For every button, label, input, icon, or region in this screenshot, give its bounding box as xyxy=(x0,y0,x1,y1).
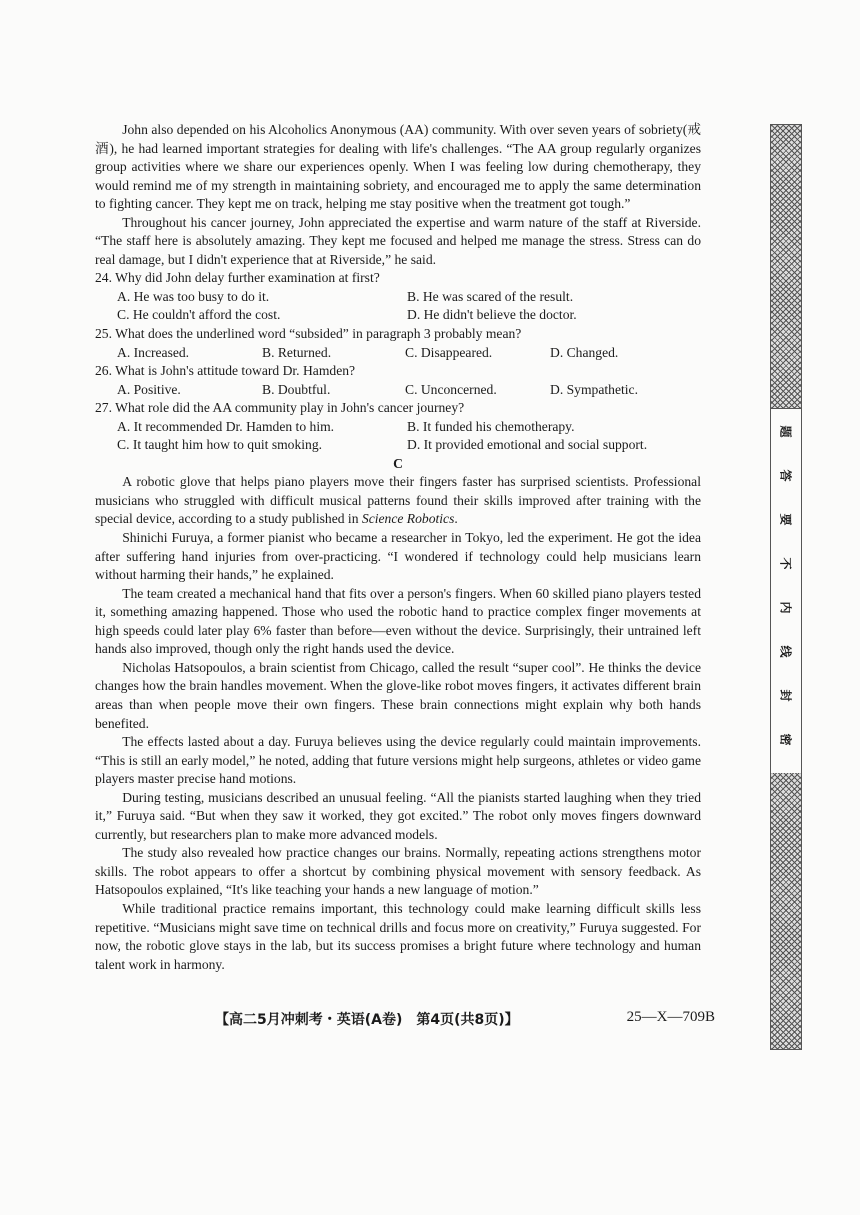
options-row xyxy=(95,306,701,325)
decorative-pattern xyxy=(771,773,801,1049)
seal-char: 线 xyxy=(778,645,793,658)
option: D. Changed. xyxy=(550,344,619,360)
seal-char: 不 xyxy=(778,557,793,570)
seal-line xyxy=(771,408,801,775)
footer-title: 【高二5月冲刺考・英语(A卷) 第4页(共8页)】 xyxy=(215,1012,519,1028)
option: C. It taught him how to quit smoking. xyxy=(117,437,323,453)
paragraph: Shinichi Furuya, a former pianist who became a researcher in Tokyo, led the experiment. He got the idea after suffering hand injuries from over-practicing. “I wondered if technology could help musicians learn without harming their hands,” he explained. xyxy=(95,530,701,583)
option: D. Sympathetic. xyxy=(550,381,638,397)
question-25 xyxy=(95,325,701,362)
option: B. Doubtful. xyxy=(262,381,331,397)
paragraph-text: A robotic glove that helps piano players move their fingers faster has surprised scientists. Professional musicians who struggled with difficult musical patterns found their skills improved after training with the special device, according to a study published in xyxy=(95,474,701,527)
option: D. It provided emotional and social support. xyxy=(407,437,648,453)
seal-char: 封 xyxy=(778,689,793,702)
option: D. He didn't believe the doctor. xyxy=(407,307,577,323)
seal-char: 要 xyxy=(778,513,793,526)
paragraph: The effects lasted about a day. Furuya believes using the device regularly could maintain improvements. “This is still an early model,” he noted, adding that future versions might help surgeons, athletes or video game players master precise hand motions. xyxy=(95,734,701,787)
paragraph: While traditional practice remains important, this technology could make learning difficult skills less repetitive. “Musicians might save time on technical drills and focus more on creativity,” Furuya suggested. For now, the robotic glove stays in the lab, but its success promises a bright future where technology and human talent work in harmony. xyxy=(95,900,701,972)
decorative-pattern xyxy=(771,125,801,408)
options-row xyxy=(95,288,701,307)
options-row xyxy=(95,381,701,400)
paragraph-text: . xyxy=(454,511,458,527)
option: A. He was too busy to do it. xyxy=(117,288,270,304)
option: C. He couldn't afford the cost. xyxy=(117,307,281,323)
seal-char: 答 xyxy=(778,469,793,482)
paragraph: During testing, musicians described an unusual feeling. “All the pianists started laughing when they tried it,” Furuya said. “But when they saw it worked, they got excited.” The robot only moves fingers downward currently, but researchers plan to make more advanced models. xyxy=(95,789,701,842)
seal-char: 内 xyxy=(778,601,793,614)
journal-name: Science Robotics xyxy=(361,511,455,527)
paragraph: John also depended on his Alcoholics Anonymous (AA) community. With over seven years of sobriety(戒酒), he had learned important strategies for dealing with life's challenges. “The AA group regularly organizes group activities where we share our experiences openly. When I was feeling low during chemotherapy, they would remind me of my strength in maintaining sobriety, and encouraged me to apply the same determination to fighting cancer. They kept me on track, helping me stay positive when the treatment got tough.” xyxy=(95,122,701,212)
option: B. It funded his chemotherapy. xyxy=(407,418,575,434)
paragraph: Nicholas Hatsopoulos, a brain scientist from Chicago, called the result “super cool”. He thinks the device changes how the brain handles movement. When the glove-like robot moves fingers, it activates different brain areas than when people move their own fingers. These brain connections might explain why both hands benefited. xyxy=(95,659,701,731)
option: A. Positive. xyxy=(117,381,181,397)
seal-char: 题 xyxy=(778,425,793,438)
option: C. Unconcerned. xyxy=(405,381,497,397)
question-stem: 26. What is John's attitude toward Dr. Hamden? xyxy=(95,363,356,379)
options-row xyxy=(95,418,701,437)
seal-char: 密 xyxy=(778,733,793,746)
option: B. Returned. xyxy=(262,344,332,360)
question-stem: 27. What role did the AA community play in John's cancer journey? xyxy=(95,400,465,416)
question-26 xyxy=(95,362,701,399)
section-heading: C xyxy=(393,455,403,471)
paragraph: The team created a mechanical hand that fits over a person's fingers. When 60 skilled piano players tested it, something amazing happened. Those who used the robotic hand to practice complex finger movements at high speeds could later play 6% faster than before—even without the device. Surprisingly, their untrained left hands also improved, though only the right hands used the device. xyxy=(95,585,701,657)
option: B. He was scared of the result. xyxy=(407,288,574,304)
options-row xyxy=(95,344,701,363)
paragraph xyxy=(95,473,701,529)
paper-code: 25—X—709B xyxy=(626,1009,715,1025)
question-24 xyxy=(95,269,701,325)
question-stem: 24. Why did John delay further examination at first? xyxy=(95,270,380,286)
binding-margin xyxy=(770,124,802,1050)
options-row xyxy=(95,436,701,455)
paragraph: Throughout his cancer journey, John appreciated the expertise and warm nature of the staff at Riverside. “The staff here is absolutely amazing. They kept me focused and helped me manage the stress. Stress can do real damage, but I didn't experience that at Riverside,” he said. xyxy=(95,214,701,267)
option: A. It recommended Dr. Hamden to him. xyxy=(117,418,335,434)
option: A. Increased. xyxy=(117,344,190,360)
option: C. Disappeared. xyxy=(405,344,493,360)
paragraph: The study also revealed how practice changes our brains. Normally, repeating actions strengthens motor skills. The robot appears to offer a shortcut by combining physical movement with sensory feedback. As Hatsopoulos explained, “It's like teaching your hands a new language of motion.” xyxy=(95,845,701,898)
page-footer xyxy=(215,1009,715,1029)
exam-page xyxy=(95,121,701,974)
question-stem: 25. What does the underlined word “subsided” in paragraph 3 probably mean? xyxy=(95,326,522,342)
question-27 xyxy=(95,399,701,455)
